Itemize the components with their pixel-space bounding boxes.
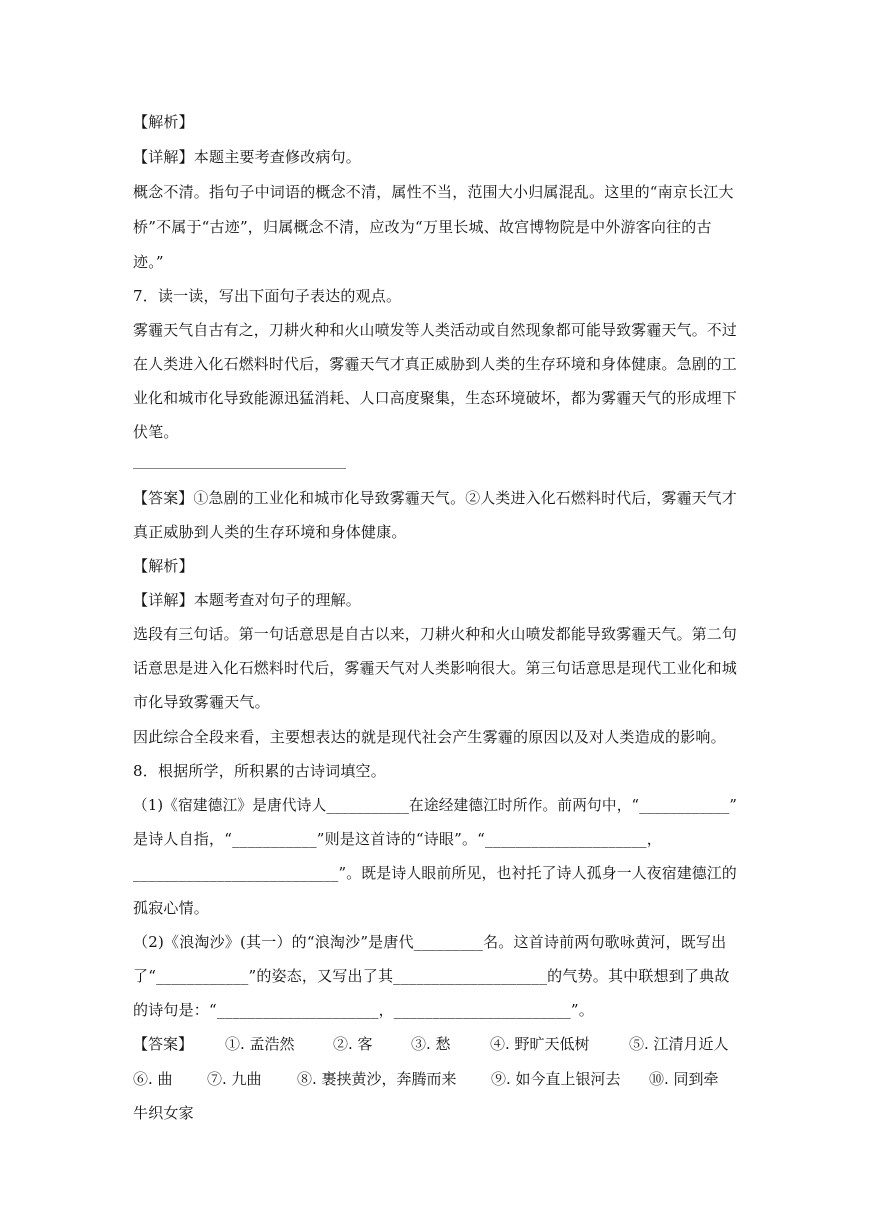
answer-blank-line (133, 468, 346, 469)
answer-item: ④. 野旷天低树 (490, 1035, 590, 1053)
passage-line: 业化和城市化导致能源迅猛消耗、人口高度聚集，生态环境破坏，都为雾霾天气的形成埋下 (133, 389, 738, 407)
section-heading-analysis: 【解析】 (133, 113, 194, 131)
passage-line: 雾霾天气自古有之，刀耕火种和火山喷发等人类活动或自然现象都可能导致雾霾天气。不过 (133, 321, 738, 339)
question-line: 的诗句是：“_____________________，_______________________”。 (133, 1001, 594, 1019)
paragraph-line: 选段有三句话。第一句话意思是自古以来，刀耕火种和火山喷发都能导致雾霾天气。第二句 (133, 625, 738, 643)
answer-item: ①. 孟浩然 (225, 1035, 295, 1053)
paragraph-line: 因此综合全段来看，主要想表达的就是现代社会产生雾霾的原因以及对人类造成的影响。 (133, 728, 726, 746)
question-line: 是诗人自指，“___________”则是这首诗的“诗眼”。“_____________________， (133, 830, 662, 848)
passage-line: 在人类进入化石燃料时代后，雾霾天气才真正威胁到人类的生存环境和身体健康。急剧的工 (133, 355, 738, 373)
answer-line: 【答案】①急剧的工业化和城市化导致雾霾天气。②人类进入化石燃料时代后，雾霾天气才 (133, 489, 738, 507)
question-title: 8．根据所学，所积累的古诗词填空。 (133, 762, 386, 780)
answer-item: ⑦. 九曲 (207, 1070, 262, 1088)
answer-item: ⑨. 如今直上银河去 (491, 1070, 621, 1088)
answer-item: ⑩. 同到牵 (649, 1070, 719, 1088)
question-line: （2)《浪淘沙》(其一）的“浪淘沙”是唐代_________名。这首诗前两句歌咏黄河，既写出 (133, 933, 727, 951)
paragraph-line: 桥”不属于“古迹”，归属概念不清，应改为“万里长城、故宫博物院是中外游客向往的古 (133, 218, 712, 236)
answer-item: ③. 愁 (411, 1035, 451, 1053)
paragraph-line: 概念不清。指句子中词语的概念不清，属性不当，范围大小归属混乱。这里的“南京长江大 (133, 183, 734, 201)
paragraph-line: 市化导致雾霾天气。 (133, 693, 270, 711)
passage-line: 伏笔。 (133, 423, 179, 441)
question-title: 7．读一读，写出下面句子表达的观点。 (133, 287, 402, 305)
section-heading-analysis: 【解析】 (133, 557, 194, 575)
question-line: 孤寂心情。 (133, 899, 210, 917)
question-line: （1)《宿建德江》是唐代诗人___________在途经建德江时所作。前两句中，“____________” (133, 796, 738, 814)
answer-line: 牛织女家 (133, 1104, 194, 1122)
question-line: 了“____________”的姿态，又写出了其____________________的气势。其中联想到了典故 (133, 967, 730, 985)
question-line: ___________________________”。既是诗人眼前所见，也衬托了诗人孤身一人夜宿建德江的 (133, 864, 737, 882)
answer-item: ②. 客 (333, 1035, 373, 1053)
detail-line: 【详解】本题考查对句子的理解。 (133, 591, 362, 609)
answer-item: ⑤. 江清月近人 (629, 1035, 729, 1053)
paragraph-line: 迹。” (133, 253, 164, 271)
detail-line: 【详解】本题主要考查修改病句。 (133, 148, 362, 166)
paragraph-line: 话意思是进入化石燃料时代后，雾霾天气对人类影响很大。第三句话意思是现代工业化和城 (133, 659, 738, 677)
answer-item: ⑥. 曲 (133, 1070, 173, 1088)
answer-line: 真正威胁到人类的生存环境和身体健康。 (133, 523, 407, 541)
answer-item: ⑧. 裹挟黄沙，奔腾而来 (297, 1070, 457, 1088)
answer-label: 【答案】 (133, 1035, 194, 1053)
